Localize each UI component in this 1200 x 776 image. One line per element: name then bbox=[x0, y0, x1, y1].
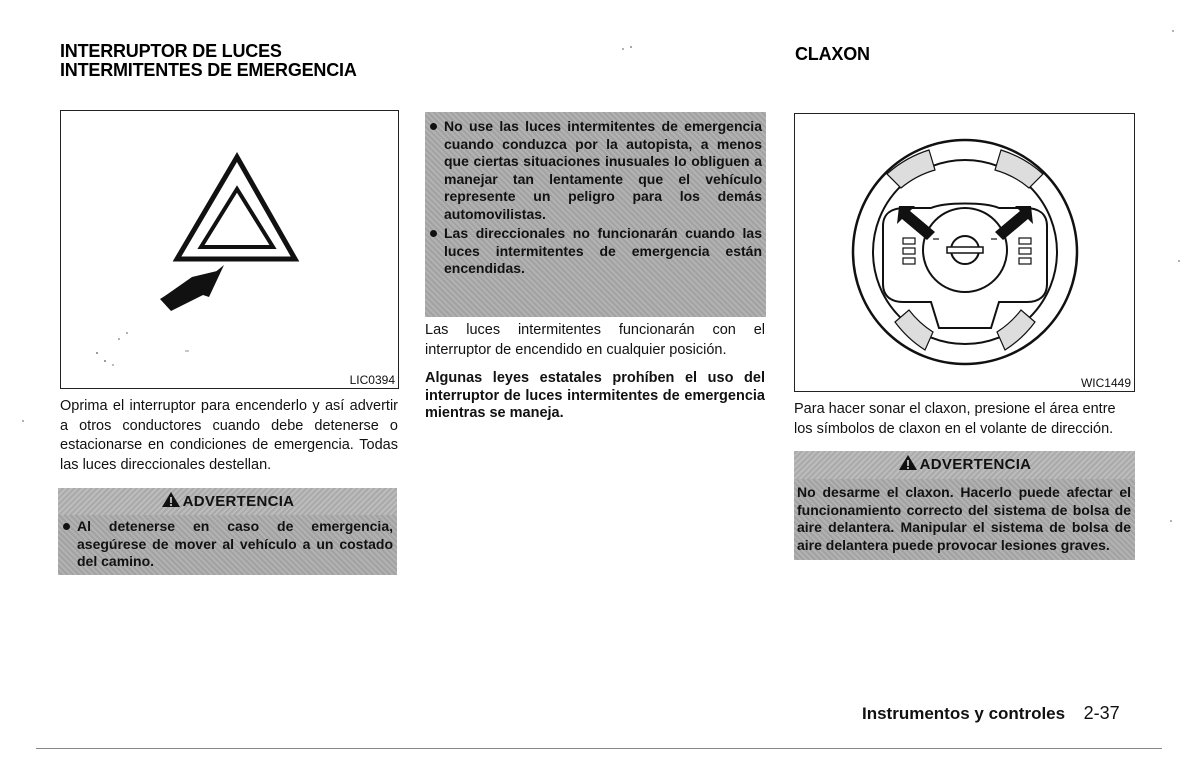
steering-wheel-icon bbox=[795, 114, 1133, 390]
section-heading-horn: CLAXON bbox=[795, 44, 870, 64]
warning-item bbox=[428, 118, 762, 223]
page-number: 2-37 bbox=[1083, 703, 1120, 723]
heading-line: INTERRUPTOR DE LUCES bbox=[60, 41, 282, 61]
warning-triangle-icon bbox=[161, 491, 181, 508]
hazard-switch-figure bbox=[60, 110, 399, 389]
scan-speck bbox=[22, 420, 24, 422]
warning-item-text: Las direccionales no funcionarán cuando las luces intermitentes de emergencia están encendidas. bbox=[444, 225, 762, 276]
hazard-triangle-icon bbox=[61, 111, 397, 387]
bullet-icon bbox=[430, 230, 437, 237]
horn-description: Para hacer sonar el claxon, presione el área entre los símbolos de claxon en el volante de dirección. bbox=[794, 401, 1116, 437]
figure-code: LIC0394 bbox=[349, 373, 395, 387]
section-heading-hazard bbox=[60, 42, 400, 80]
warning-item-text: No use las luces intermitentes de emergencia cuando conduzca por la autopista, a menos que ciertas situaciones inusuales lo obliguen a manejar tan lentamente que el vehículo represente un peligro para los demás automovilistas. bbox=[444, 118, 762, 222]
horn-figure bbox=[794, 113, 1135, 392]
warning-box-hazard bbox=[58, 488, 397, 575]
warning-title bbox=[794, 451, 1135, 479]
warning-body: No desarme el claxon. Hacerlo puede afectar el funcionamiento correcto del sistema de bolsa de aire delantera. Manipular el sistema de bolsa de aire delantera puede provocar lesiones graves. bbox=[794, 479, 1135, 560]
scan-speck bbox=[622, 48, 624, 50]
warning-item bbox=[61, 518, 393, 571]
hazard-description: Oprima el interruptor para encenderlo y así advertir a otros conductores cuando debe detenerse o estacionarse en condiciones de emergencia. Todas las luces direccionales destellan. bbox=[60, 398, 398, 473]
scan-speck bbox=[1170, 520, 1172, 522]
warning-title bbox=[58, 488, 397, 515]
page-footer bbox=[862, 703, 1120, 724]
warning-item-text: Al detenerse en caso de emergencia, asegúrese de mover al vehículo a un costado del camino. bbox=[77, 518, 393, 569]
heading-line: INTERMITENTES DE EMERGENCIA bbox=[60, 60, 357, 80]
warning-title-text: ADVERTENCIA bbox=[182, 493, 295, 510]
scan-speck bbox=[630, 46, 632, 48]
footer-rule bbox=[36, 748, 1162, 749]
footer-section-title: Instrumentos y controles bbox=[862, 704, 1066, 723]
warning-title-text: ADVERTENCIA bbox=[919, 456, 1032, 473]
warning-box-hazard-usage bbox=[425, 112, 766, 317]
hazard-ignition-note: Las luces intermitentes funcionarán con el interruptor de encendido en cualquier posición. bbox=[425, 322, 765, 358]
warning-item bbox=[428, 225, 762, 278]
figure-code: WIC1449 bbox=[1080, 376, 1131, 390]
scan-speck bbox=[1178, 260, 1180, 262]
bullet-icon bbox=[63, 523, 70, 530]
state-law-note: Algunas leyes estatales prohíben el uso del interruptor de luces intermitentes de emergencia mientras se maneja. bbox=[425, 370, 765, 421]
warning-body bbox=[58, 515, 397, 575]
warning-triangle-icon bbox=[898, 454, 918, 471]
scan-speck bbox=[1172, 30, 1174, 32]
warning-box-horn bbox=[794, 451, 1135, 560]
bullet-icon bbox=[430, 123, 437, 130]
